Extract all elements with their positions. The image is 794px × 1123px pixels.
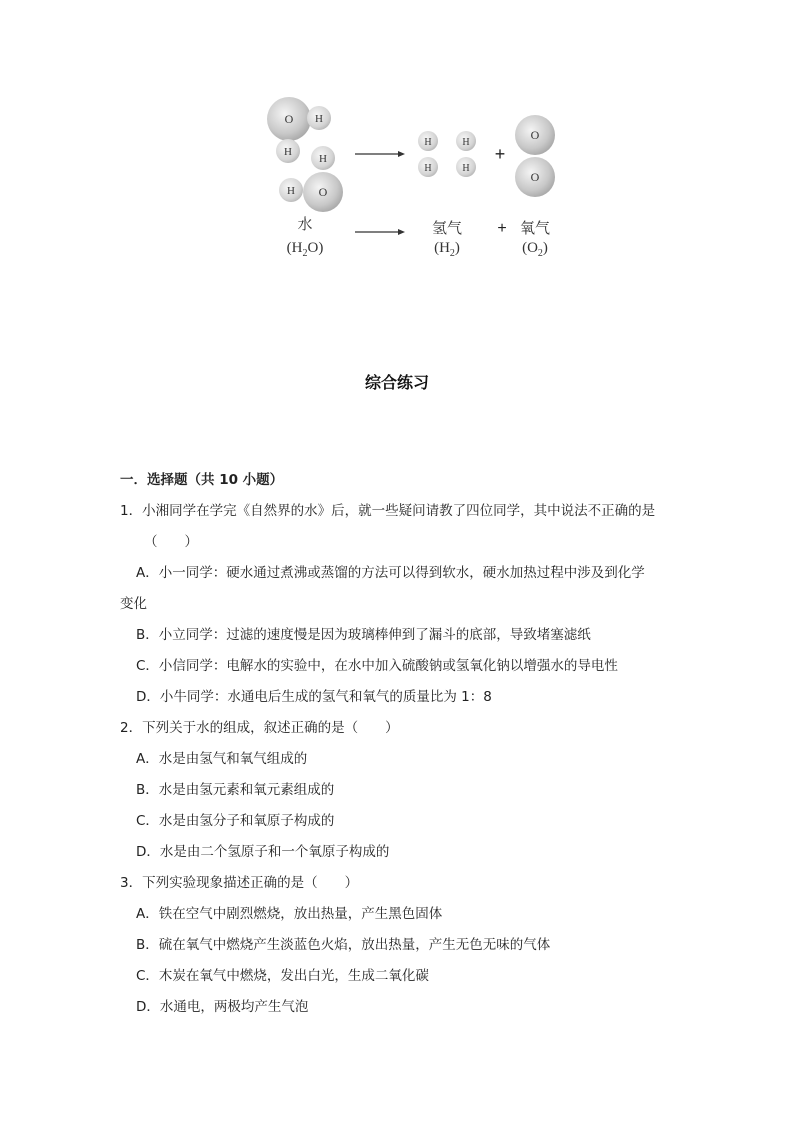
arrow-bottom — [355, 229, 405, 235]
option-b: B．硫在氧气中燃烧产生淡蓝色火焰，放出热量，产生无色无味的气体 — [136, 937, 551, 953]
atom-label: H — [462, 137, 470, 148]
atom-label: H — [287, 185, 295, 197]
option-d: D．水是由二个氢原子和一个氧原子构成的 — [136, 844, 390, 860]
option-d: D．水通电，两极均产生气泡 — [136, 999, 309, 1015]
question-list — [120, 468, 680, 1023]
plus-sign: + — [494, 144, 506, 164]
atom-label: O — [284, 112, 294, 126]
atom-label: H — [284, 146, 292, 158]
oxygen-formula: $(O_2)$ — [522, 240, 548, 259]
option-a: A．水是由氢气和氧气组成的 — [136, 751, 308, 767]
water-molecules — [267, 97, 343, 212]
oxygen-molecule — [515, 115, 555, 197]
atom-label: H — [424, 137, 432, 148]
atom-label: H — [462, 163, 470, 174]
section-heading: 一．选择题（共 10 小题） — [120, 472, 284, 488]
water-formula: $(H_2O)$ — [286, 240, 324, 259]
plus-label: + — [497, 220, 507, 237]
option-c: C．小信同学：电解水的实验中，在水中加入硫酸钠或氢氧化钠以增强水的导电性 — [136, 658, 618, 674]
hydrogen-formula: $(H_2)$ — [434, 240, 460, 259]
question-stem: 3．下列实验现象描述正确的是（ ） — [120, 875, 359, 891]
option-a: A．小一同学：硬水通过煮沸或蒸馏的方法可以得到软水，硬水加热过程中涉及到化学 — [136, 565, 645, 581]
atom-label: H — [319, 153, 327, 165]
oxygen-label: 氧气 — [519, 219, 551, 237]
option-a: A．铁在空气中剧烈燃烧，放出热量，产生黑色固体 — [136, 906, 443, 922]
electrolysis-svg — [250, 88, 580, 268]
atom-label: O — [318, 185, 328, 199]
hydrogen-label: 氢气 — [431, 219, 463, 237]
atom-label: H — [315, 113, 323, 125]
arrow-top — [355, 151, 405, 157]
atom-label: O — [530, 128, 540, 142]
water-electrolysis-diagram — [250, 88, 580, 268]
page-title: 综合练习 — [364, 373, 429, 392]
atom-label: O — [530, 170, 540, 184]
hydrogen-molecules — [418, 131, 476, 177]
water-label: 水 — [297, 215, 313, 233]
option-c: C．木炭在氧气中燃烧，发出白光，生成二氧化碳 — [136, 968, 429, 984]
option-d: D．小牛同学：水通电后生成的氢气和氧气的质量比为 1：8 — [136, 689, 492, 705]
option-b: B．水是由氢元素和氧元素组成的 — [136, 782, 335, 798]
option-b: B．小立同学：过滤的速度慢是因为玻璃棒伸到了漏斗的底部，导致堵塞滤纸 — [136, 627, 591, 643]
question-stem: 1．小湘同学在学完《自然界的水》后，就一些疑问请教了四位同学，其中说法不正确的是 — [120, 503, 656, 519]
question-stem: 2．下列关于水的组成，叙述正确的是（ ） — [120, 720, 399, 736]
question-stem-cont: （ ） — [144, 534, 198, 550]
option-a-tail: 变化 — [120, 596, 147, 612]
atom-label: H — [424, 163, 432, 174]
option-c: C．水是由氢分子和氧原子构成的 — [136, 813, 335, 829]
